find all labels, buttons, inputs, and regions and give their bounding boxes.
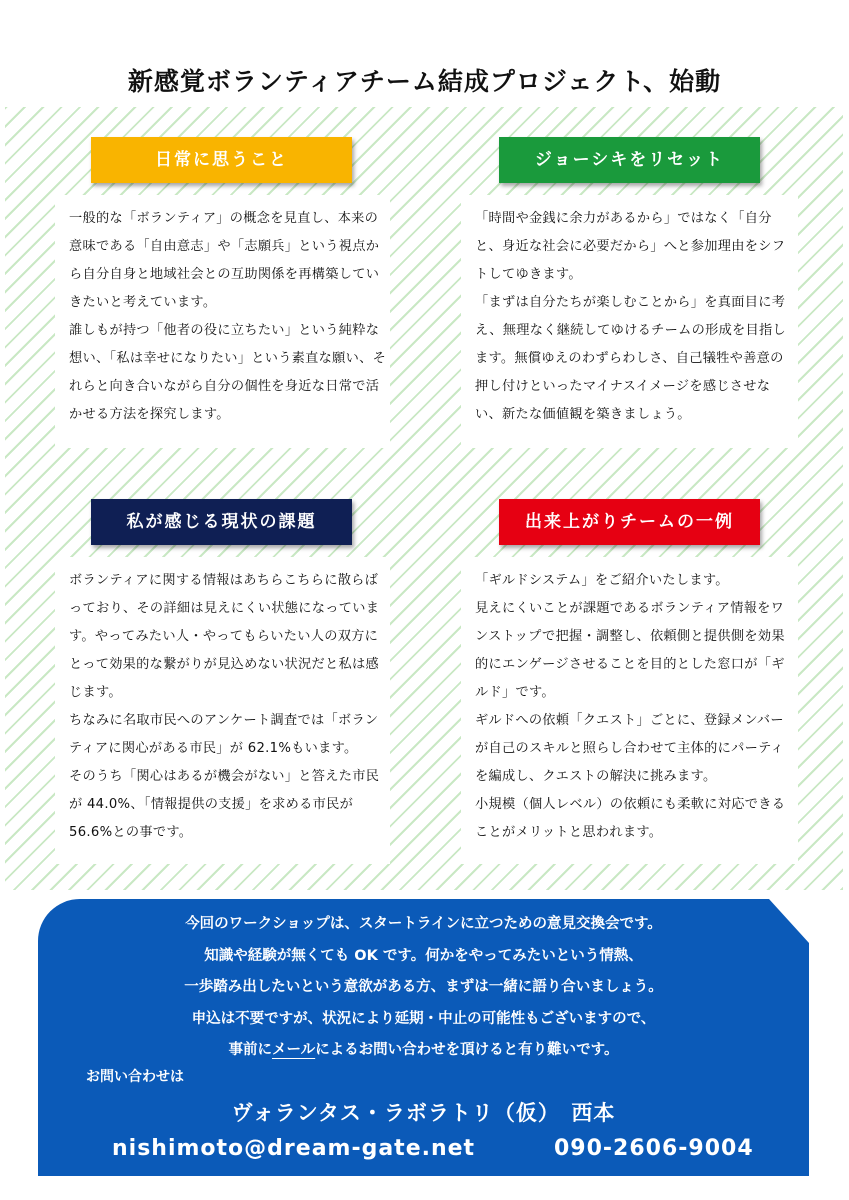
contact-phone[interactable]: 090-2606-9004 [554, 1136, 754, 1161]
footer-line-4: 申込は不要ですが、状況により延期・中止の可能性もございますので、 [191, 1010, 656, 1027]
daily-paragraph-1: 一般的な「ボランティア」の概念を見直し、本来の意味である「自由意志」や「志願兵」という視点から自分自身と地域社会との互助関係を再構築していきたいと考えています。 [69, 211, 380, 310]
example-text [475, 567, 791, 847]
example-paragraph-1: 「ギルドシステム」をご紹介いたします。 [475, 573, 729, 588]
organization-name: ヴォランタス・ラボラトリ（仮） 西本 [231, 1101, 616, 1125]
inquiry-label: お問い合わせは [86, 1069, 184, 1085]
reset-panel [461, 195, 798, 448]
daily-heading: 日常に思うこと [91, 137, 352, 183]
issues-paragraph-2: ちなみに名取市民へのアンケート調査では「ボランティアに関心がある市民」が 62.1%もいます。 [69, 713, 379, 756]
example-heading: 出来上がりチームの一例 [499, 499, 760, 545]
footer-message [38, 909, 809, 1067]
example-paragraph-3: ギルドへの依頼「クエスト」ごとに、登録メンバーが自己のスキルと照らし合わせて主体的にパーティを編成し、クエストの解決に挑みます。 [475, 713, 785, 784]
issues-panel [55, 557, 390, 864]
issues-paragraph-1: ボランティアに関する情報はあちらこちらに散らばっており、その詳細は見えにくい状態になっています。やってみたい人・やってもらいたい人の双方にとって効果的な繋がりが見込めない状況だと私は感じます。 [69, 573, 380, 700]
issues-heading: 私が感じる現状の課題 [91, 499, 352, 545]
reset-text [475, 205, 791, 429]
issues-text [69, 567, 387, 847]
footer-line-3: 一歩踏み出したいという意欲がある方、まずは一緒に語り合いましょう。 [184, 979, 663, 995]
daily-text [69, 205, 387, 429]
reset-heading: ジョーシキをリセット [499, 137, 760, 183]
footer-line-1: 今回のワークショップは、スタートラインに立つための意見交換会です。 [185, 916, 662, 932]
footer-line-5-pre: 事前に [228, 1042, 272, 1058]
issues-paragraph-3: そのうち「関心はあるが機会がない」と答えた市民が 44.0%、「情報提供の支援」を求める市民が56.6%との事です。 [69, 769, 380, 840]
example-paragraph-2: 見えにくいことが課題であるボランティア情報をワンストップで把握・調整し、依頼側と提供側を効果的にエンゲージさせることを目的とした窓口が「ギルド」です。 [475, 601, 785, 700]
footer-banner [38, 899, 809, 1176]
reset-paragraph-1: 「時間や金銭に余力があるから」ではなく「自分と、身近な社会に必要だから」へと参加理由をシフトしてゆきます。 [475, 211, 786, 282]
reset-paragraph-2: 「まずは自分たちが楽しむことから」を真面目に考え、無理なく継続してゆけるチームの形成を目指します。無償ゆえのわずらわしさ、自己犠牲や善意の押し付けといったマイナスイメージを感じさせない、新たな価値観を築きましょう。 [475, 295, 787, 422]
example-paragraph-4: 小規模（個人レベル）の依頼にも柔軟に対応できることがメリットと思われます。 [475, 797, 786, 840]
footer-line-5-post: によるお問い合わせを頂けると有り難いです。 [315, 1042, 619, 1058]
example-panel [461, 557, 798, 864]
footer-line-5 [38, 1035, 809, 1067]
footer-line-2: 知識や経験が無くても OK です。何かをやってみたいという情熱、 [204, 947, 643, 964]
daily-paragraph-2: 誰しもが持つ「他者の役に立ちたい」という純粋な想い、「私は幸せになりたい」という素直な願い、それらと向き合いながら自分の個性を身近な日常で活かせる方法を探究します。 [69, 323, 387, 422]
contact-email[interactable]: nishimoto@dream-gate.net [112, 1136, 476, 1161]
mail-link[interactable]: メール [271, 1042, 316, 1058]
daily-panel [55, 195, 390, 448]
page-title: 新感覚ボランティアチーム結成プロジェクト、始動 [127, 67, 722, 96]
